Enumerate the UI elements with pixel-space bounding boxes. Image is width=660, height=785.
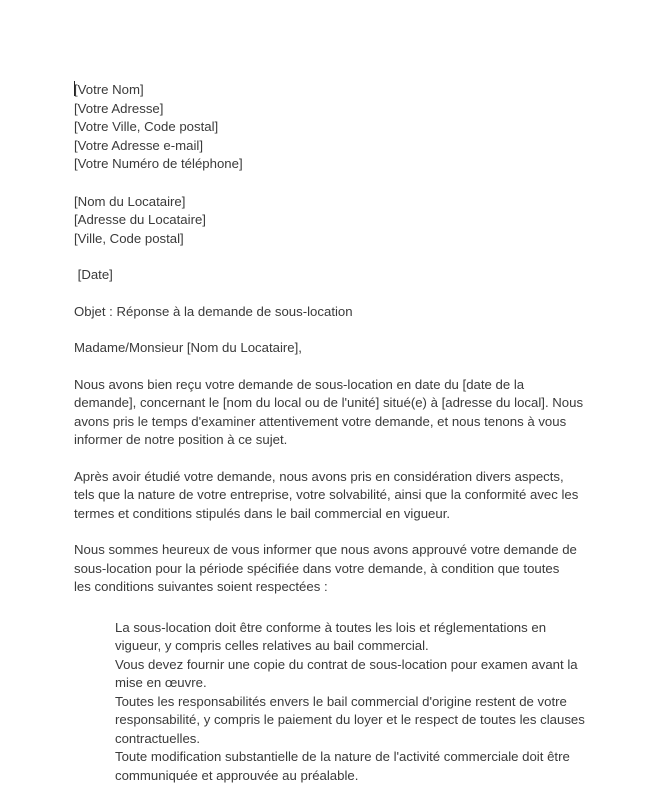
sender-email-line: [Votre Adresse e-mail] (74, 137, 594, 156)
document-page[interactable] (74, 81, 594, 785)
condition-item: Toutes les responsabilités envers le bail commercial d'origine restent de votre responsabilité, y compris le paiement du loyer et le respect de toutes les clauses contractuelles. (115, 693, 585, 749)
recipient-city-line: [Ville, Code postal] (74, 230, 594, 249)
condition-item: Vous devez fournir une copie du contrat de sous-location pour examen avant la mise en œuvre. (115, 656, 585, 693)
subject-line: Objet : Réponse à la demande de sous-location (74, 303, 594, 322)
sender-address-line: [Votre Adresse] (74, 100, 594, 119)
conditions-list (74, 619, 585, 785)
sender-name-line: [Votre Nom] (74, 81, 594, 100)
date-line: [Date] (74, 266, 594, 285)
recipient-block (74, 193, 594, 249)
paragraph-receipt: Nous avons bien reçu votre demande de sous-location en date du [date de la demande], concernant le [nom du local ou de l'unité] situé(e) à [adresse du local]. Nous avons pris le temps d'examiner attentivement votre demande, et nous tenons à vous informer de notre position à ce sujet. (74, 376, 589, 450)
condition-item: Toute modification substantielle de la nature de l'activité commerciale doit être communiquée et approuvée au préalable. (115, 748, 585, 785)
sender-city-line: [Votre Ville, Code postal] (74, 118, 594, 137)
condition-item: La sous-location doit être conforme à toutes les lois et réglementations en vigueur, y compris celles relatives au bail commercial. (115, 619, 585, 656)
paragraph-approval: Nous sommes heureux de vous informer que nous avons approuvé votre demande de sous-location pour la période spécifiée dans votre demande, à condition que toutes les conditions suivantes soient respectées : (74, 541, 579, 597)
paragraph-consideration: Après avoir étudié votre demande, nous avons pris en considération divers aspects, tels que la nature de votre entreprise, votre solvabilité, ainsi que la conformité avec les termes et conditions stipulés dans le bail commercial en vigueur. (74, 468, 579, 524)
salutation-line: Madame/Monsieur [Nom du Locataire], (74, 339, 594, 358)
recipient-address-line: [Adresse du Locataire] (74, 211, 594, 230)
sender-block (74, 81, 594, 174)
sender-phone-line: [Votre Numéro de téléphone] (74, 155, 594, 174)
recipient-name-line: [Nom du Locataire] (74, 193, 594, 212)
